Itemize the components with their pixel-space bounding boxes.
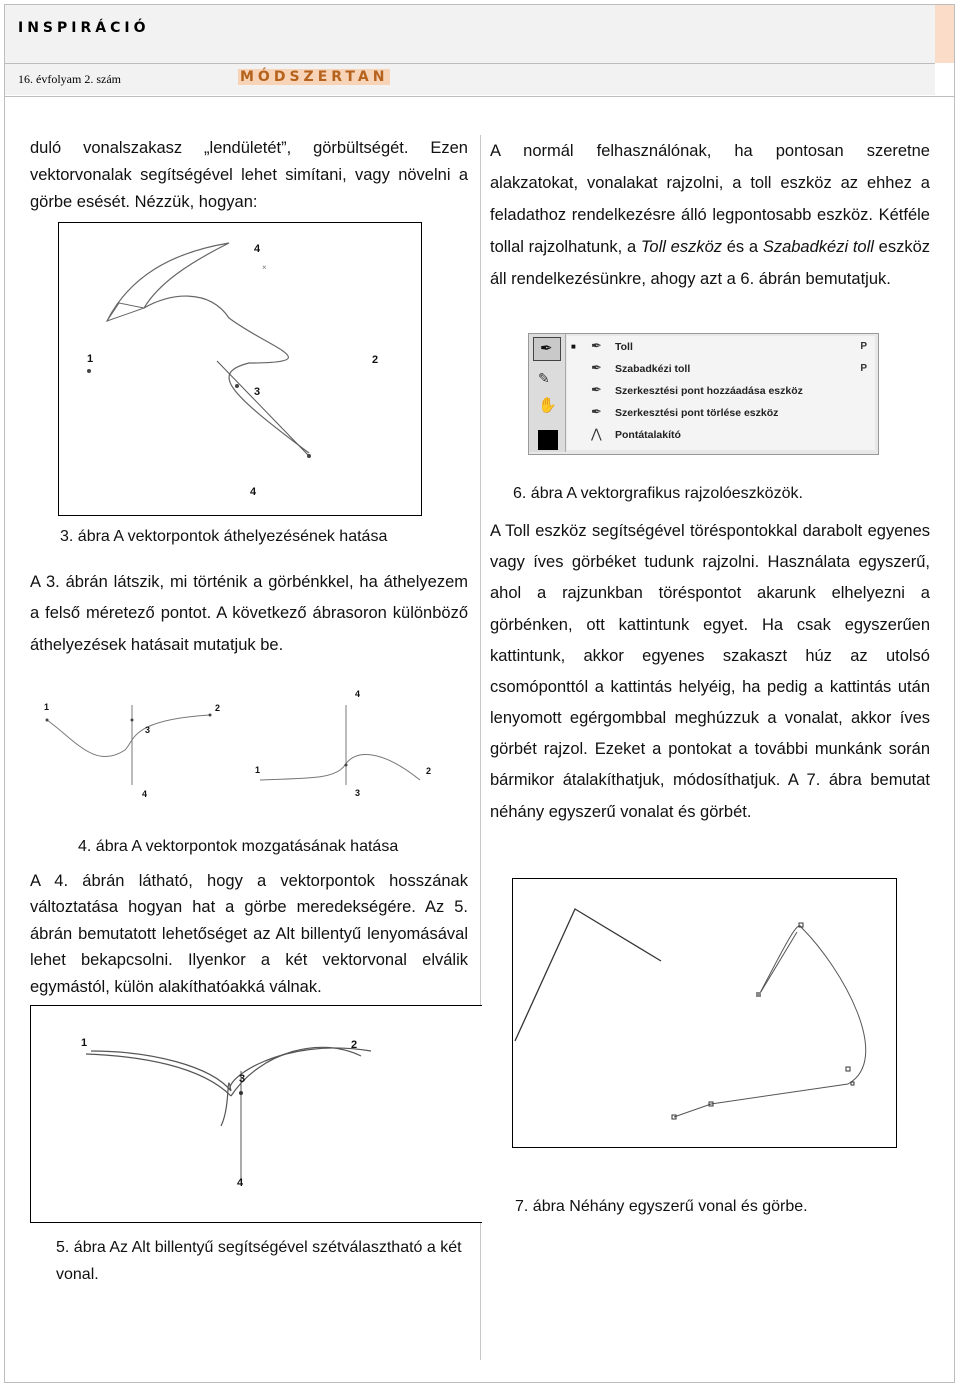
figure-3 xyxy=(58,222,422,516)
delete-anchor-icon: ✒ xyxy=(591,404,602,419)
figure-6-caption: 6. ábra A vektorgrafikus rajzolóeszközök. xyxy=(513,485,803,502)
header-bottom-divider xyxy=(5,96,954,97)
fig3-label-4-bottom: 4 xyxy=(250,486,257,498)
figure-7-caption: 7. ábra Néhány egyszerű vonal és görbe. xyxy=(515,1198,808,1215)
menu-item-convert[interactable]: Pontátalakító xyxy=(615,429,681,441)
figure-6-tool-menu xyxy=(528,333,879,455)
figure-5-drawing xyxy=(31,1006,481,1222)
add-anchor-icon: ✒ xyxy=(591,382,602,397)
freeform-pen-icon: ✒ xyxy=(591,360,602,375)
fig4a-label-4: 4 xyxy=(142,789,148,799)
menu-item-szabadkezi[interactable]: Szabadkézi toll xyxy=(615,363,691,375)
fig4b-label-2: 2 xyxy=(426,766,432,776)
header-accent xyxy=(935,5,954,63)
fig5-label-3: 3 xyxy=(239,1073,246,1085)
fig4b-label-3: 3 xyxy=(355,788,361,798)
figure-7 xyxy=(512,878,897,1148)
menu-key-toll: P xyxy=(860,341,867,352)
right-p1-part-c: eszköz áll rendelkezésünkre, ahogy azt a 6. ábrán bemutatjuk. xyxy=(490,238,931,288)
right-paragraph-2: A Toll eszköz segítségével töréspontokkal darabolt egyenes vagy íves görbéket tudunk rajzolni. Használata egyszerű, ahol a rajzunkban töréspontot akarunk elhelyezni a görbénken, ott kattintunk egyet. Ha csak egyszerűen kattintunk, akkor egyenes szakaszt húz az utolsó csomóponttól a kattintás helyéig, ha pedig a kattintás után lenyomott egérgombbal meghúzzuk a vonalat, akkor íves görbét rajzol. Ezeket a pontokat a további munkánk során bármikor átalakíthatjuk, módosíthatjuk. A 7. ábra bemutat néhány egyszerű vonalat és görbét. xyxy=(490,522,930,821)
fig5-label-4: 4 xyxy=(237,1177,244,1189)
menu-item-add-point[interactable]: Szerkesztési pont hozzáadása eszköz xyxy=(615,385,803,397)
figure-3-drawing xyxy=(59,223,421,515)
fig4b-label-1: 1 xyxy=(255,765,261,775)
left-paragraph-2: A 3. ábrán látszik, mi történik a görbénkkel, ha áthelyezem a felső méretező pontot. A következő ábrasoron különböző áthelyezések hatásait mutatjuk be. xyxy=(30,573,468,654)
pen-tool-flyout xyxy=(567,336,875,450)
menu-item-toll[interactable]: Toll xyxy=(615,341,633,353)
header-band xyxy=(5,5,935,95)
selected-marker-icon: ■ xyxy=(571,342,576,351)
section-title: MÓDSZERTAN xyxy=(240,69,389,85)
hand-tool-icon[interactable]: ✋ xyxy=(538,397,557,414)
fig4a-label-2: 2 xyxy=(215,703,221,713)
left-paragraph-1: duló vonalszakasz „lendületét”, görbültségét. Ezen vektorvonalak segítségével lehet simítani, vagy növelni a görbe esését. Nézzük, hogyan: xyxy=(30,139,468,212)
pen-icon: ✒ xyxy=(540,340,553,357)
figure-3-caption: 3. ábra A vektorpontok áthelyezésének hatása xyxy=(60,528,388,545)
toolbar-strip xyxy=(529,334,566,452)
toll-eszkoz-term: Toll eszköz xyxy=(640,238,723,256)
figure-7-drawing xyxy=(513,879,896,1147)
fig3-label-4-top: 4 xyxy=(254,243,261,255)
header-divider xyxy=(5,63,935,64)
type-tool-icon[interactable]: ✎ xyxy=(538,370,550,386)
magazine-title: INSPIRÁCIÓ xyxy=(18,20,150,36)
figure-4-caption: 4. ábra A vektorpontok mozgatásának hatása xyxy=(78,838,399,855)
fig4a-label-1: 1 xyxy=(44,702,50,712)
figure-5-caption: 5. ábra Az Alt billentyű segítségével szétválasztható a két vonal. xyxy=(56,1239,462,1284)
menu-key-szabadkezi: P xyxy=(860,363,867,374)
szabadkezi-toll-term: Szabadkézi toll xyxy=(762,238,874,256)
fig4a-label-3: 3 xyxy=(145,725,151,735)
figure-4-drawing xyxy=(35,680,455,830)
right-p1-part-b: és a xyxy=(722,238,763,256)
fig3-label-1: 1 xyxy=(87,353,94,365)
color-swatch[interactable] xyxy=(538,430,558,450)
issue-label: 16. évfolyam 2. szám xyxy=(18,72,121,86)
fig4b-label-4: 4 xyxy=(355,689,361,699)
right-paragraph-1 xyxy=(490,135,930,295)
fig3-label-2: 2 xyxy=(372,354,379,366)
left-paragraph-3: A 4. ábrán látható, hogy a vektorpontok hosszának változtatása hogyan hat a görbe meredekségére. Az 5. ábrán bemutatott lehetőséget az Alt billentyű lenyomásával lehet bekapcsolni. Ilyenkor a két vektorvonal elválik egymástól, külön alakíthatóakká válnak. xyxy=(30,872,468,996)
pen-tool-button[interactable] xyxy=(533,337,561,361)
fig5-label-2: 2 xyxy=(351,1039,358,1051)
figure-5 xyxy=(30,1005,482,1223)
svg-text:×: × xyxy=(262,263,267,272)
menu-item-delete-point[interactable]: Szerkesztési pont törlése eszköz xyxy=(615,407,779,419)
fig5-label-1: 1 xyxy=(81,1037,88,1049)
fig3-label-3: 3 xyxy=(254,386,261,398)
right-p1-part-a: A normál felhasználónak, ha pontosan szeretne alakzatokat, vonalakat rajzolni, a toll eszköz az ehhez a feladathoz rendelkezésre álló legpontosabb eszköz. Kétféle tollal rajzolhatunk, a xyxy=(490,142,930,256)
convert-point-icon: ⋀ xyxy=(591,426,602,441)
pen-tool-icon: ✒ xyxy=(591,338,602,353)
